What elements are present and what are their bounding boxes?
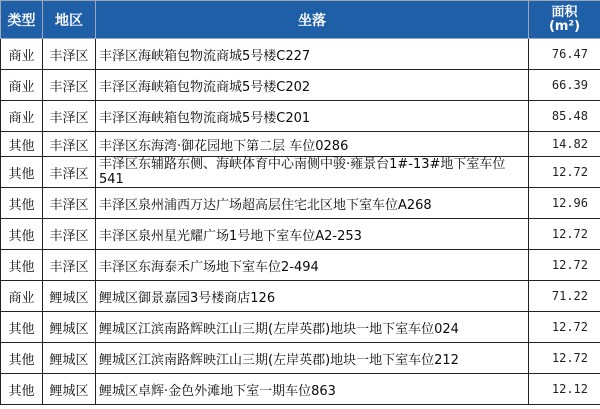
header-type: 类型 (1, 1, 43, 39)
cell-area: 12.72 (529, 219, 600, 250)
cell-type: 其他 (1, 132, 43, 157)
cell-area: 12.12 (529, 374, 600, 405)
cell-type: 其他 (1, 312, 43, 343)
cell-area: 85.48 (529, 101, 600, 132)
header-address: 坐落 (96, 1, 529, 39)
cell-type: 其他 (1, 250, 43, 281)
cell-address: 鲤城区江滨南路辉映江山三期(左岸英郡)地块一地下室车位212 (96, 343, 529, 374)
cell-type: 商业 (1, 70, 43, 101)
cell-type: 商业 (1, 281, 43, 312)
table-row (1, 250, 600, 281)
cell-area: 12.72 (529, 250, 600, 281)
cell-address: 鲤城区江滨南路辉映江山三期(左岸英郡)地块一地下室车位024 (96, 312, 529, 343)
table-row (1, 188, 600, 219)
cell-district: 鲤城区 (43, 343, 96, 374)
cell-district: 鲤城区 (43, 374, 96, 405)
header-area-label: 面积 (551, 4, 578, 20)
cell-address: 丰泽区海峡箱包物流商城5号楼C201 (96, 101, 529, 132)
table-row (1, 219, 600, 250)
table-row (1, 39, 600, 70)
cell-area: 12.72 (529, 312, 600, 343)
cell-district: 丰泽区 (43, 132, 96, 157)
cell-district: 丰泽区 (43, 39, 96, 70)
cell-type: 商业 (1, 39, 43, 70)
cell-type: 商业 (1, 101, 43, 132)
table-row (1, 281, 600, 312)
header-row (1, 1, 600, 39)
cell-address: 丰泽区东海湾·御花园地下第二层 车位0286 (96, 132, 529, 157)
cell-type: 其他 (1, 188, 43, 219)
cell-address: 丰泽区东海泰禾广场地下室车位2-494 (96, 250, 529, 281)
cell-area: 71.22 (529, 281, 600, 312)
header-area-unit: (m²) (548, 18, 581, 34)
cell-district: 丰泽区 (43, 219, 96, 250)
table-row (1, 101, 600, 132)
cell-district: 丰泽区 (43, 70, 96, 101)
cell-type: 其他 (1, 343, 43, 374)
header-area (529, 1, 600, 39)
cell-area: 14.82 (529, 132, 600, 157)
cell-address: 鲤城区御景嘉园3号楼商店126 (96, 281, 529, 312)
cell-area: 12.72 (529, 157, 600, 188)
cell-district: 丰泽区 (43, 188, 96, 219)
header-district: 地区 (43, 1, 96, 39)
cell-address: 鲤城区卓辉·金色外滩地下室一期车位863 (96, 374, 529, 405)
table-row (1, 132, 600, 157)
cell-type: 其他 (1, 374, 43, 405)
cell-district: 鲤城区 (43, 281, 96, 312)
cell-district: 丰泽区 (43, 250, 96, 281)
table-row (1, 312, 600, 343)
table-row (1, 70, 600, 101)
cell-area: 12.72 (529, 343, 600, 374)
cell-address: 丰泽区海峡箱包物流商城5号楼C202 (96, 70, 529, 101)
cell-area: 76.47 (529, 39, 600, 70)
table-row (1, 343, 600, 374)
cell-address: 丰泽区泉州星光耀广场1号地下室车位A2-253 (96, 219, 529, 250)
cell-address: 丰泽区泉州浦西万达广场超高层住宅北区地下室车位A268 (96, 188, 529, 219)
cell-area: 12.96 (529, 188, 600, 219)
cell-address: 丰泽区东辅路东侧、海峡体育中心南侧中骏·雍景台1#-13#地下室车位541 (96, 157, 529, 188)
cell-area: 66.39 (529, 70, 600, 101)
cell-address: 丰泽区海峡箱包物流商城5号楼C227 (96, 39, 529, 70)
cell-district: 鲤城区 (43, 312, 96, 343)
cell-type: 其他 (1, 157, 43, 188)
table-row (1, 157, 600, 188)
cell-district: 丰泽区 (43, 157, 96, 188)
table-row (1, 374, 600, 405)
cell-district: 丰泽区 (43, 101, 96, 132)
cell-type: 其他 (1, 219, 43, 250)
